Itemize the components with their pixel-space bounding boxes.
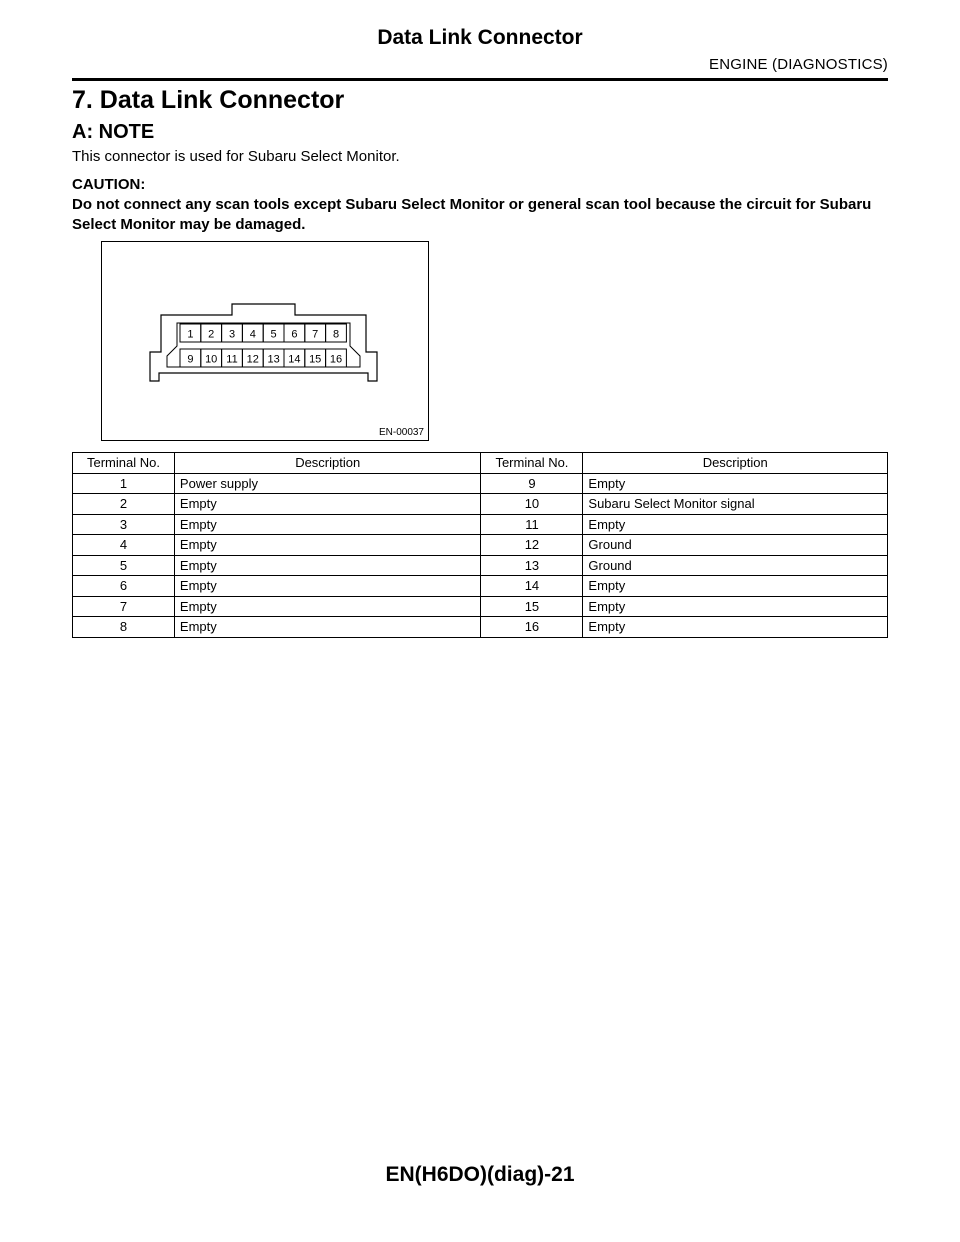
terminal-no: 10 (481, 494, 583, 515)
header-divider (72, 78, 888, 81)
table-row (73, 596, 888, 617)
terminal-no: 15 (481, 596, 583, 617)
pin-label: 5 (270, 328, 277, 341)
subsection-heading: A: NOTE (72, 121, 155, 143)
pin-label: 8 (332, 328, 340, 341)
pin-label: 14 (288, 353, 301, 366)
pin-label: 7 (312, 328, 319, 341)
pin-grid (180, 324, 346, 367)
terminal-no: 1 (73, 473, 175, 494)
pin-label: 6 (291, 328, 298, 341)
terminal-no: 16 (481, 617, 583, 638)
terminal-no: 11 (481, 514, 583, 535)
terminal-description: Empty (174, 596, 481, 617)
terminal-description: Empty (174, 617, 481, 638)
header-description-1: Description (174, 453, 481, 474)
terminal-description: Subaru Select Monitor signal (583, 494, 888, 515)
pin-label: 3 (228, 328, 236, 341)
terminal-no: 13 (481, 555, 583, 576)
page-footer: EN(H6DO)(diag)-21 (385, 1163, 575, 1186)
table-header-row (73, 453, 888, 474)
caution-block (72, 175, 888, 235)
connector-figure (101, 241, 429, 441)
terminal-no: 14 (481, 576, 583, 597)
table-row (73, 576, 888, 597)
pin-label: 11 (226, 353, 238, 366)
terminal-no: 9 (481, 473, 583, 494)
pin-label: 10 (205, 353, 218, 366)
table-row (73, 514, 888, 535)
terminal-no: 12 (481, 535, 583, 556)
terminal-description: Empty (583, 576, 888, 597)
terminal-description: Empty (174, 535, 481, 556)
terminal-description: Ground (583, 535, 888, 556)
terminal-description: Empty (174, 555, 481, 576)
table-row (73, 473, 888, 494)
pin-label: 15 (309, 353, 322, 366)
pin-label: 2 (208, 328, 215, 341)
terminal-description: Ground (583, 555, 888, 576)
terminal-table (72, 452, 888, 638)
header-description-2: Description (583, 453, 888, 474)
caution-text: Do not connect any scan tools except Subaru Select Monitor or general scan tool because the circuit for Subaru Select Monitor may be damaged. (72, 196, 872, 233)
terminal-description: Empty (174, 576, 481, 597)
terminal-description: Empty (174, 514, 481, 535)
connector-diagram (102, 242, 428, 440)
figure-code: EN-00037 (378, 427, 424, 438)
terminal-no: 8 (73, 617, 175, 638)
section-heading: 7. Data Link Connector (72, 86, 345, 114)
terminal-no: 6 (73, 576, 175, 597)
caution-label: CAUTION: (72, 176, 146, 193)
terminal-no: 2 (73, 494, 175, 515)
terminal-no: 7 (73, 596, 175, 617)
header-terminal-no-2: Terminal No. (481, 453, 583, 474)
terminal-description: Power supply (174, 473, 481, 494)
terminal-no: 4 (73, 535, 175, 556)
terminal-description: Empty (583, 596, 888, 617)
note-text: This connector is used for Subaru Select Monitor. (72, 148, 400, 165)
pin-label: 13 (267, 353, 280, 366)
table-row (73, 535, 888, 556)
terminal-description: Empty (583, 617, 888, 638)
page-header-section: ENGINE (DIAGNOSTICS) (708, 56, 888, 73)
terminal-no: 3 (73, 514, 175, 535)
table-row (73, 617, 888, 638)
header-terminal-no-1: Terminal No. (73, 453, 175, 474)
terminal-no: 5 (73, 555, 175, 576)
pin-label: 1 (187, 328, 194, 341)
table-row (73, 494, 888, 515)
pin-label: 16 (329, 353, 343, 366)
terminal-description: Empty (174, 494, 481, 515)
pin-label: 4 (249, 328, 256, 341)
table-row (73, 555, 888, 576)
pin-label: 12 (246, 353, 259, 366)
pin-label: 9 (187, 353, 194, 366)
page-header-title: Data Link Connector (377, 26, 583, 49)
terminal-description: Empty (583, 473, 888, 494)
terminal-description: Empty (583, 514, 888, 535)
